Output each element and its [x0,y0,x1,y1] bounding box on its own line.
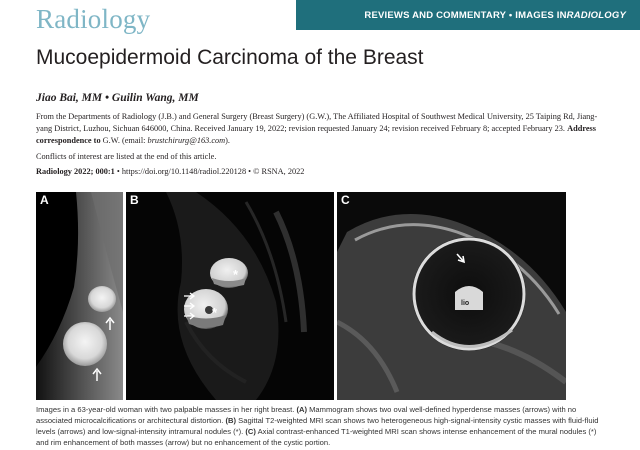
panel-label-a: A [40,193,49,207]
axial-t1-mri-image [337,192,566,400]
correspondence-text: G.W. (email: [100,136,148,145]
mural-nodule-tag: lio [461,300,470,307]
panel-label-b: B [130,193,139,207]
sagittal-t2-mri-image [126,192,334,400]
affiliation-block [36,111,608,147]
conflicts-note: Conflicts of interest are listed at the end of this article. [36,152,217,161]
caption-intro: Images in a 63-year-old woman with two palpable masses in her right breast. [36,405,297,414]
article-title: Mucoepidermoid Carcinoma of the Breast [36,46,424,69]
citation-doi[interactable]: • https://doi.org/10.1148/radiol.220128 • © RSNA, 2022 [114,167,305,176]
nodule-asterisk-upper: * [233,267,239,282]
section-label-italic: RADIOLOGY [566,9,626,21]
mammogram-image [36,192,123,400]
caption-text-a: Mammogram shows two oval well-defined hyperdense masses (arrows) with no associated microcalcifications or architectural distortion. [36,405,577,425]
figure-caption [36,404,610,448]
caption-label-c: (C) [245,427,256,436]
journal-logo: Radiology [36,4,151,34]
caption-text-c: Axial contrast-enhanced T1-weighted MRI scan shows intense enhancement of the mural nodules (*) and rim enhancement of both masses (arrow) but no enhancement of the cystic portion. [36,427,597,447]
affiliation-text: From the Departments of Radiology (J.B.) and General Surgery (Breast Surgery) (G.W.), The Affiliated Hospital of Southwest Medical University, 25 Taiping Rd, Jiang-yang District, Luzhou, Sichuan 646000, China. Received January 19, 2022; revision requested January 24; revision received February 8; accepted February 23. [36,112,598,133]
figure-panel-c [337,192,566,400]
correspondence-email-link[interactable]: brustchirurg@163.com [147,136,226,145]
figure-panel-b [126,192,334,400]
section-label: REVIEWS AND COMMENTARY • IMAGES IN [364,9,567,21]
nodule-asterisk-lower: * [212,305,218,320]
correspondence-label: Address correspondence to [36,124,596,145]
author-list: Jiao Bai, MM • Guilin Wang, MM [36,92,199,104]
caption-label-a: (A) [296,405,307,414]
citation-journal: Radiology 2022; 000:1 [36,167,115,176]
correspondence-end: ). [225,136,231,145]
caption-text-b: Sagittal T2-weighted MRI scan shows two heterogeneous high-signal-intensity cystic masses with fluid-fluid levels (arrows) and low-signal-intensity intramural nodules (*). [36,416,599,436]
panel-label-c: C [341,193,350,207]
citation-line [36,167,304,176]
section-banner [296,0,640,30]
figure-panel-a [36,192,123,400]
caption-label-b: (B) [225,416,237,425]
